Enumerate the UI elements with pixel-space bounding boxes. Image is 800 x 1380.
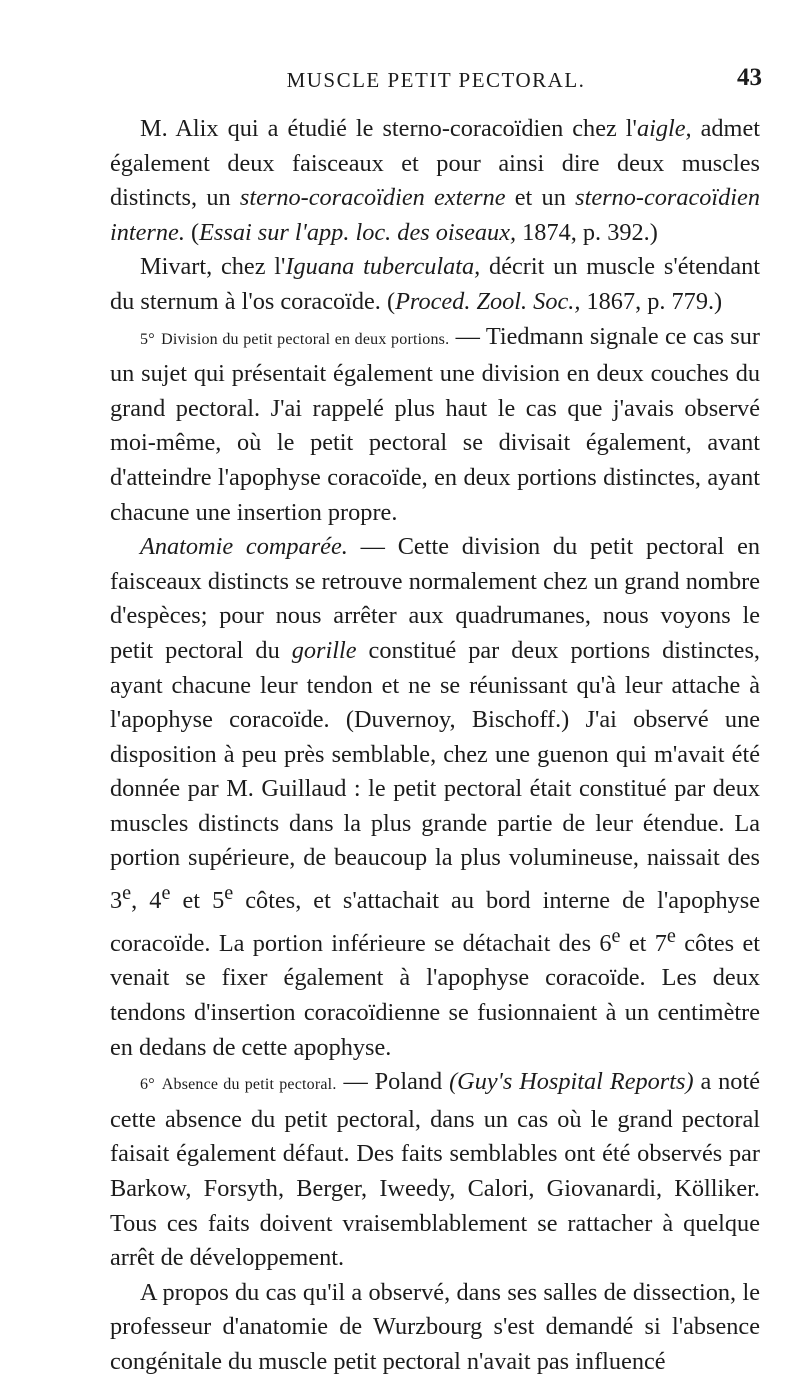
- running-title: MUSCLE PETIT PECTORAL.: [286, 68, 586, 92]
- text-run: Mivart, chez l': [140, 253, 286, 281]
- italic-term: aigle,: [636, 115, 692, 142]
- paragraph-anatomie: [110, 530, 760, 1065]
- paragraph-wurzbourg: [110, 1276, 760, 1380]
- italic-term: gorille: [291, 636, 357, 664]
- subheading: Anatomie comparée.: [140, 533, 348, 561]
- paragraph-mivart: [110, 250, 760, 319]
- text-run: (: [184, 218, 200, 246]
- text-run: admet également deux faisceaux et pour ainsi dire deux muscles distincts, un: [110, 115, 760, 212]
- superscript: e: [122, 882, 132, 905]
- section-number: 5°: [140, 330, 155, 348]
- text-run: constitué par deux portions distinctes, ayant chacune leur tendon et ne se réunissant qu'à leur attache à l'apophyse coracoïde. (Duvernoy, Bischoff.) J'ai observé une disposition à peu près semblable, chez une guenon qui m'avait été donnée par M. Guillaud : le petit pectoral était constitué par deux muscles distincts dans la plus grande partie de leur étendue. La portion supérieure, de beaucoup la plus volumineuse, naissait des 3: [110, 636, 760, 915]
- text-run: Tiedmann signale ce cas sur un sujet qui présentait également une division en deux couches du grand pectoral. J'ai rappelé plus haut le cas que j'avais observé moi-même, où le petit pectoral se divisait également, avant d'atteindre l'apophyse coracoïde, en deux portions distinctes, ayant chacune une insertion propre.: [110, 322, 760, 526]
- text-run: , 4: [131, 887, 162, 915]
- text-run: côtes et venait se fixer également à l'apophyse coracoïde. Les deux tendons d'insertion coracoïdienne se fusionnaient à un centimètre en dedans de cette apophyse.: [110, 929, 760, 1061]
- text-run: et 7: [620, 929, 667, 957]
- page-number: 43: [737, 64, 762, 91]
- citation-title: (Guy's Hospital Reports): [449, 1068, 694, 1096]
- text-run: 1867, p. 779.): [580, 287, 723, 315]
- text-run: et 5: [170, 887, 225, 915]
- text-run: Poland: [374, 1068, 450, 1096]
- text-run: — Cette division du petit pectoral en faisceaux distincts se retrouve normalement chez un grand nombre d'espèces; pour nous arrêter aux quadrumanes, nous voyons le petit pectoral du: [110, 533, 760, 664]
- section-heading: Division du petit pectoral en deux portions.: [161, 330, 450, 348]
- text-run: 1874, p. 392.): [516, 218, 658, 246]
- section-heading: Absence du petit pectoral.: [161, 1076, 337, 1094]
- citation-title: Essai sur l'app. loc. des oiseaux,: [199, 218, 517, 246]
- text-run: A propos du cas qu'il a observé, dans ses salles de dissection, le professeur d'anatomie de Wurzbourg s'est demandé si l'absence congénitale du muscle petit pectoral n'avait pas influencé: [110, 1278, 760, 1375]
- superscript: e: [224, 882, 234, 905]
- text-run: a noté cette absence du petit pectoral, dans un cas où le grand pectoral faisait également défaut. Des faits semblables ont été observés par Barkow, Forsyth, Berger, Iweedy, Calori, Giovanardi, Kölliker. Tous ces faits doivent vraisemblablement se rattacher à quelque arrêt de développement.: [110, 1068, 760, 1272]
- italic-term: Iguana tuberculata,: [285, 253, 481, 281]
- text-run: —: [449, 322, 486, 350]
- text-run: et un: [505, 184, 576, 212]
- text-run: côtes, et s'attachait au bord interne de l'apophyse coracoïde. La portion inférieure se détachait des 6: [110, 887, 761, 957]
- superscript: e: [666, 924, 676, 947]
- paragraph-division: [110, 320, 760, 531]
- page-body: [110, 112, 760, 1380]
- superscript: e: [161, 882, 171, 905]
- citation-title: Proced. Zool. Soc.,: [395, 287, 581, 315]
- text-run: —: [336, 1068, 375, 1096]
- italic-term: sterno-coracoïdien interne.: [110, 184, 760, 246]
- text-run: décrit un muscle s'étendant du sternum à l'os coracoïde. (: [110, 253, 761, 315]
- text-run: M. Alix qui a étudié le sterno-coracoïdien chez l': [140, 115, 637, 142]
- italic-term: sterno-coracoïdien externe: [239, 184, 506, 212]
- paragraph-absence: [110, 1065, 760, 1276]
- section-number: 6°: [140, 1076, 155, 1094]
- paragraph-alix: [110, 112, 760, 250]
- page-header: [110, 62, 762, 102]
- superscript: e: [611, 924, 621, 947]
